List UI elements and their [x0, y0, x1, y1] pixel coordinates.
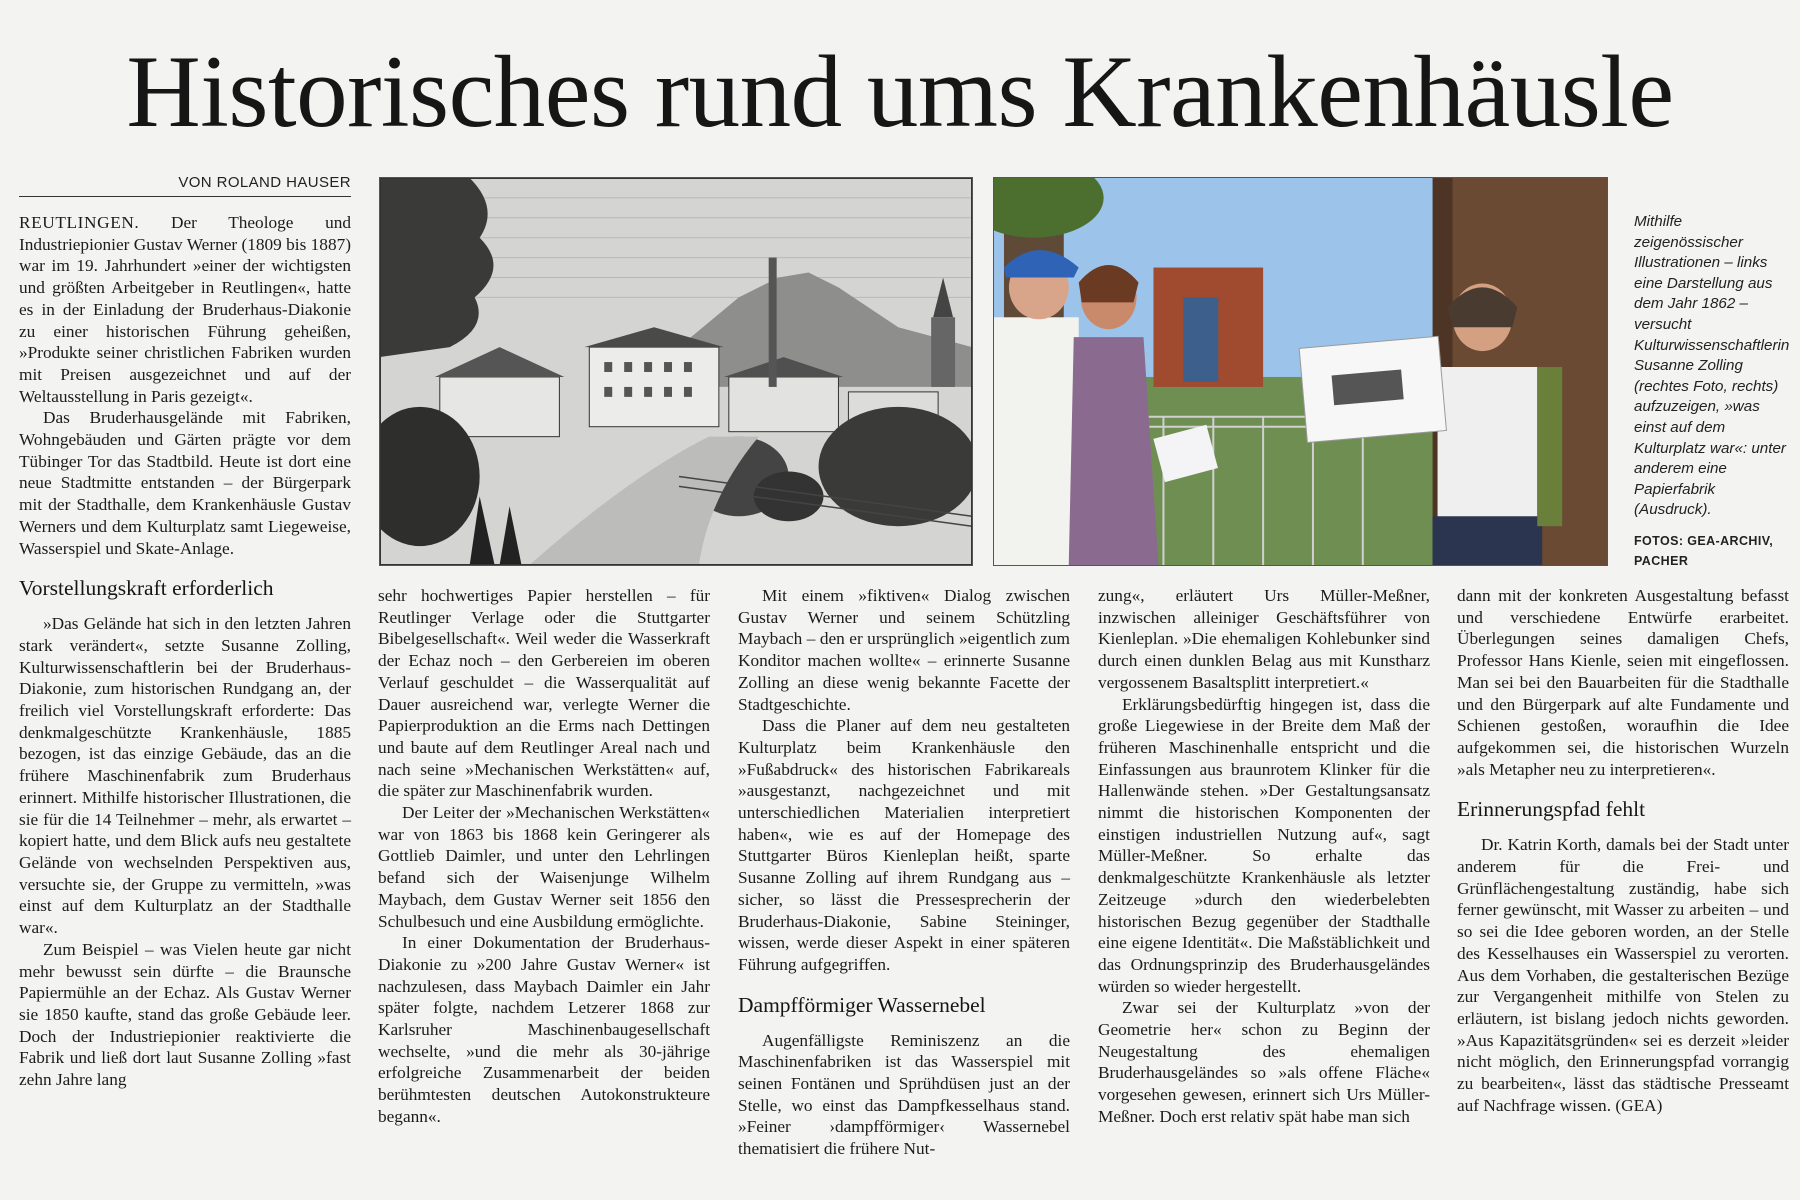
photo-credits: FOTOS: GEA-ARCHIV, PACHER — [1634, 534, 1774, 568]
historical-engraving-image — [379, 177, 973, 566]
tour-group-photo — [993, 177, 1608, 566]
paragraph: In einer Dokumentation der Bruderhaus-Diakonie zu »200 Jahre Gustav Werner« ist nachzulesen, dass Maybach Daimler ein Jahr später folgte, nachdem Letzerer 1868 zur Karlsruher Maschinenbaugesellschaft wechselte, »und die mehr als 30-jährige erfolgreiche Zusammenarbeit der beiden berühmtesten deutschen Autokonstrukteure begann«. — [378, 933, 710, 1126]
subheading: Erinnerungspfad fehlt — [1457, 797, 1646, 822]
paragraph: Der Leiter der »Mechanischen Werkstätten« war von 1863 bis 1868 kein Geringerer als Gottlieb Daimler, und unter den Lehrlingen befand sich der Waisenjunge Wilhelm Maybach, dem Gustav Werner seit 1856 den Schulbesuch und eine Ausbildung ermöglichte. — [378, 803, 710, 931]
paragraph: Augenfälligste Reminiszenz an die Maschinenfabriken ist das Wasserspiel mit seinen Fontänen und Sprühdüsen just an der Stelle, wo einst das Dampfkesselhaus stand. »Feiner ›dampfförmiger‹ Wassernebel thematisiert die frühere Nut- — [738, 1030, 1070, 1159]
article-column-5 — [1457, 585, 1789, 1116]
photo-illustration — [994, 178, 1607, 565]
byline: VON ROLAND HAUSER — [19, 174, 351, 197]
lead-paragraph — [19, 212, 351, 407]
lead-text: Der Theologe und Industriepionier Gustav Werner (1809 bis 1887) war im 19. Jahrhundert »einer der wichtigsten und größten Arbeitgeber in Reutlingen«, hatte es in der Einladung der Bruderhaus-Diakonie zu einer historischen Führung geheißen, »Produkte seiner christlichen Fabriken wurden mit Preisen ausgezeichnet und auf der Weltausstellung in Paris gezeigt«. — [19, 213, 351, 406]
paragraph: zung«, erläutert Urs Müller-Meßner, inzwischen alleiniger Geschäftsführer von Kienleplan. »Die ehemaligen Kohlebunker sind durch einen dunklen Belag aus mit Kunstharz vergossenem Basaltsplitt interpretiert.« — [1098, 586, 1430, 692]
paragraph: Mit einem »fiktiven« Dialog zwischen Gustav Werner und seinem Schützling Maybach – den er ursprünglich »eigentlich zum Konditor machen wollte« – erinnerte Susanne Zolling an diese wenig bekannte Facette der Stadtgeschichte. — [738, 586, 1070, 714]
paragraph: dann mit der konkreten Ausgestaltung befasst und verschiedene Entwürfe erarbeitet. Überlegungen seines damaligen Chefs, Professor Hans Kienle, seien mit eingeflossen. Man sei bei den Bauarbeiten für die Stadthalle und den Bürgerpark auf alte Fundamente und Schienen gestoßen, woraufhin die Idee aufgekommen sei, die historischen Wurzeln »als Metapher neu zu interpretieren«. — [1457, 586, 1789, 779]
paragraph: sehr hochwertiges Papier herstellen – für Reutlinger Verlage oder die Stuttgarter Bibelgesellschaft«. Weil weder die Wasserkraft der Echaz noch – den Gerbereien im oberen Verlauf geschuldet – die Wasserqualität auf Dauer ausreichend war, verlegte Werner die Papierproduktion an die Erms nach Dettingen und baute auf dem Reutlinger Areal nach und nach seine »Mechanischen Werkstätten« auf, die später zur Maschinenfabrik wurden. — [378, 586, 710, 801]
paragraph: Dr. Katrin Korth, damals bei der Stadt unter anderem für die Frei- und Grünflächengestaltung zuständig, habe sich ferner gewünscht, mit Wasser zu arbeiten – und so sei die Idee geboren worden, an der Stelle des Kesselhauses ein Wasserspiel zu verorten. Aus dem Vorhaben, die gestalterischen Bezüge zur Vergangenheit mithilfe von Stelen zu erläutern, ist bislang jedoch nichts geworden. »Aus Kapazitätsgründen« sei es derzeit »leider nicht möglich, den Erinnerungspfad vorrangig zu bearbeiten«, lässt das städtische Presseamt auf Nachfrage wissen. (GEA) — [1457, 835, 1789, 1115]
article-column-1 — [19, 212, 351, 1091]
photo-caption: Mithilfe zeigenössischer Illustrationen – links eine Darstellung aus dem Jahr 1862 – versucht Kulturwissenschaftlerin Susanne Zolling (rechtes Foto, rechts) aufzuzeigen, »was einst auf dem Kulturplatz war«: unter anderem eine Papierfabrik (Ausdruck). — [1634, 213, 1790, 519]
dateline: REUTLINGEN. — [19, 213, 140, 232]
subheading: Vorstellungskraft erforderlich — [19, 576, 274, 601]
paragraph: Das Bruderhausgelände mit Fabriken, Wohngebäuden und Gärten prägte vor dem Tübinger Tor das Stadtbild. Heute ist dort eine neue Stadtmitte entstanden – der Bürgerpark mit der Stadthalle, dem Krankenhäusle Gustav Werners und dem Kulturplatz samt Liegeweise, Wasserspiel und Skate-Anlage. — [19, 408, 351, 558]
article-column-4 — [1098, 585, 1430, 1128]
subheading: Dampfförmiger Wassernebel — [738, 992, 986, 1017]
paragraph: Zum Beispiel – was Vielen heute gar nicht mehr bewusst sein dürfte – die Braunsche Papiermühle an der Echaz. Als Gustav Werner sie 1850 kaufte, stand das große Gebäude leer. Doch der Industriepionier reaktivierte die Fabrik und ließ dort laut Susanne Zolling »fast zehn Jahre lang — [19, 939, 351, 1090]
paragraph: Zwar sei der Kulturplatz »von der Geometrie her« schon zu Beginn der Neugestaltung des ehemaligen Bruderhausgeländes so »als offene Fläche« vorgesehen gewesen, erinnert sich Urs Müller-Meßner. Doch erst relativ spät habe man sich — [1098, 998, 1430, 1126]
headline: Historisches rund ums Krankenhäusle — [126, 35, 1674, 149]
engraving-illustration — [380, 178, 972, 565]
article-column-3 — [738, 585, 1070, 1160]
paragraph: »Das Gelände hat sich in den letzten Jahren stark verändert«, setzte Susanne Zolling, Kulturwissenschaftlerin bei der Bruderhaus-Diakonie, zum historischen Rundgang an, der freilich viel Vorstellungskraft erforderte: Das denkmalgeschützte Krankenhäusle, 1885 bezogen, ist das einzige Gebäude, das an die frühere Maschinenfabrik zum Bruderhaus erinnert. Mithilfe historischer Illustrationen, die sie für die 14 Teilnehmer – mehr, als erwartet – kopiert hatte, und dem Blick aufs neu gestaltete Gelände von wechselnden Perspektiven aus, versuchte sie, der Gruppe zu vermitteln, »was einst auf dem Kulturplatz an der Stadthalle war«. — [19, 614, 351, 938]
paragraph: Erklärungsbedürftig hingegen ist, dass die große Liegewiese in der Breite dem Maß der früheren Maschinenhalle entspricht und die Einfassungen aus braunrotem Klinker für die Hallenwände stehen. »Der Gestaltungsansatz nimmt die historischen Komponenten der einstigen industriellen Nutzung auf«, sagt Müller-Meßner. So erhalte das denkmalgeschützte Krankenhäusle als letzter Zeitzeuge »durch den wiederbelebten historischen Bezug gegenüber der Stadthalle eine eigene Identität«. Die Maßstäblichkeit und das Ordnungsprinzip des Bruderhausgeländes würden so wieder hergestellt. — [1098, 694, 1430, 996]
paragraph: Dass die Planer auf dem neu gestalteten Kulturplatz beim Krankenhäusle den »Fußabdruck« des historischen Fabrikareals »ausgestanzt, nachgezeichnet und mit unterschiedlichen Materialien interpretiert haben«, wie es auf der Homepage des Stuttgarter Büros Kienleplan heißt, sparte Susanne Zolling auf ihrem Rundgang aus – sicher, so lässt die Pressesprecherin der Bruderhaus-Diakonie, Sabine Steininger, wissen, werde dieser Aspekt in einer späteren Führung aufgegriffen. — [738, 716, 1070, 974]
article-column-2 — [378, 585, 710, 1128]
